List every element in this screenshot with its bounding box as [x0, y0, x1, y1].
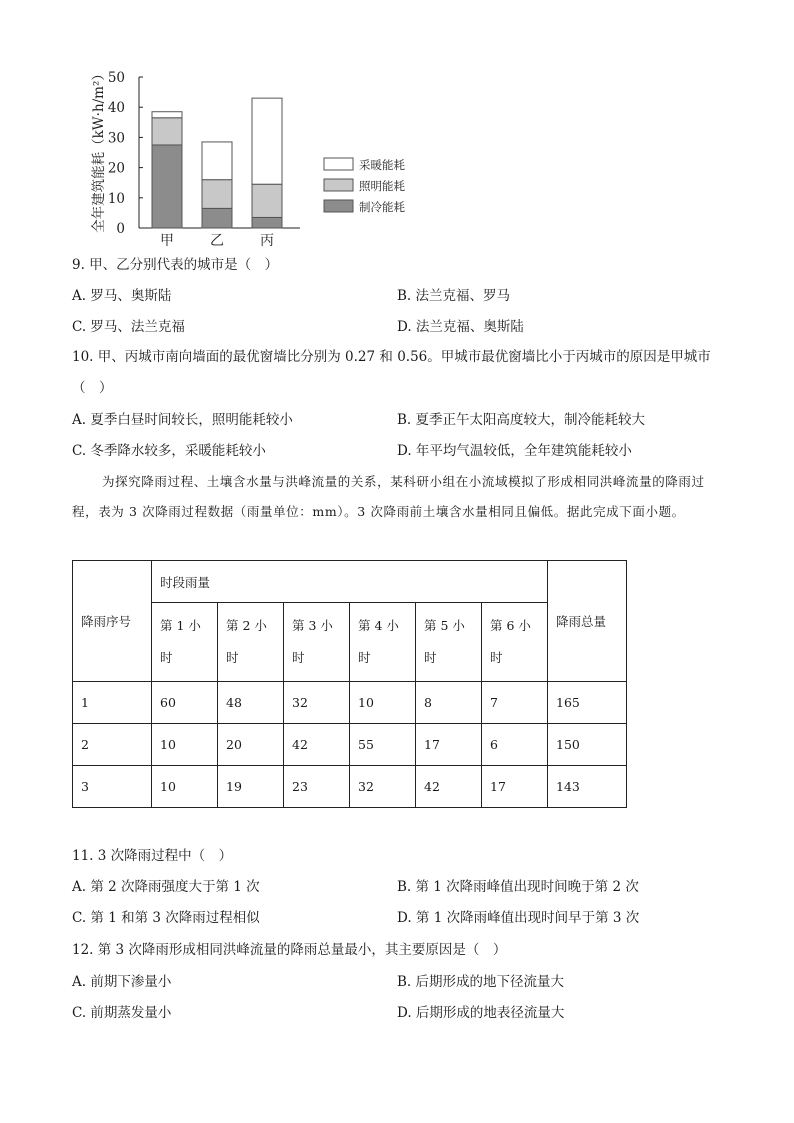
table-cell: 60	[152, 682, 218, 724]
table-cell: 42	[416, 766, 482, 808]
q9-stem: 9. 甲、乙分别代表的城市是（ ）	[72, 257, 279, 273]
hour-5-line1: 第 5 小	[424, 618, 465, 633]
header-hour-5	[416, 603, 482, 682]
bar-segment-1	[202, 208, 232, 228]
legend-label: 照明能耗	[359, 179, 405, 193]
table-cell: 32	[350, 766, 416, 808]
y-tick-label: 0	[116, 221, 125, 237]
header-total: 降雨总量	[548, 561, 627, 682]
table-cell: 3	[73, 766, 152, 808]
bar-segment-3	[202, 142, 232, 180]
q9-option-b[interactable]: B. 法兰克福、罗马	[397, 288, 511, 304]
table-cell: 2	[73, 724, 152, 766]
table-cell: 17	[482, 766, 548, 808]
rainfall-table	[72, 560, 627, 808]
header-hour-4	[350, 603, 416, 682]
bar-segment-3	[152, 112, 182, 118]
table-cell: 7	[482, 682, 548, 724]
q11-option-b[interactable]: B. 第 1 次降雨峰值出现时间晚于第 2 次	[397, 879, 639, 895]
table-cell: 42	[284, 724, 350, 766]
y-tick-label: 20	[107, 160, 125, 177]
hour-1-line1: 第 1 小	[160, 618, 201, 633]
legend-swatch	[324, 179, 353, 191]
table-cell: 32	[284, 682, 350, 724]
bar-segment-2	[252, 184, 282, 217]
x-tick-label: 乙	[210, 233, 224, 249]
table-cell: 6	[482, 724, 548, 766]
header-hour-6	[482, 603, 548, 682]
hour-2-line2: 时	[226, 650, 239, 665]
q10-option-b[interactable]: B. 夏季正午太阳高度较大，制冷能耗较大	[397, 412, 646, 428]
bar-segment-2	[202, 180, 232, 209]
header-hour-2	[218, 603, 284, 682]
legend-label: 制冷能耗	[359, 200, 405, 214]
hour-4-line2: 时	[358, 650, 371, 665]
y-tick-label: 10	[107, 190, 125, 207]
bar-segment-3	[252, 98, 282, 184]
table-cell: 10	[152, 766, 218, 808]
energy-consumption-chart	[0, 0, 794, 260]
hour-3-line1: 第 3 小	[292, 618, 333, 633]
q11-option-a[interactable]: A. 第 2 次降雨强度大于第 1 次	[72, 879, 260, 895]
q12-option-b[interactable]: B. 后期形成的地下径流量大	[397, 974, 565, 990]
hour-2-line1: 第 2 小	[226, 618, 267, 633]
hour-1-line2: 时	[160, 650, 173, 665]
header-period: 时段雨量	[152, 561, 548, 603]
table-cell: 23	[284, 766, 350, 808]
table-row	[73, 682, 627, 724]
table-cell: 1	[73, 682, 152, 724]
q10-stem: 10. 甲、丙城市南向墙面的最优窗墙比分别为 0.27 和 0.56。甲城市最优窗墙比小于丙城市的原因是甲城市	[72, 349, 711, 365]
table-header-row	[73, 561, 627, 603]
table-cell: 17	[416, 724, 482, 766]
material-intro: 为探究降雨过程、土壤含水量与洪峰流量的关系，某科研小组在小流域模拟了形成相同洪峰流量的降雨过程，表为 3 次降雨过程数据（雨量单位：mm）。3 次降雨前土壤含水量相同且偏低。据此完成下面小题。	[72, 474, 705, 519]
q11-option-c[interactable]: C. 第 1 和第 3 次降雨过程相似	[72, 910, 260, 926]
q11-stem: 11. 3 次降雨过程中（ ）	[72, 848, 233, 864]
table-row	[73, 724, 627, 766]
x-tick-label: 丙	[260, 233, 274, 249]
q9-option-a[interactable]: A. 罗马、奥斯陆	[72, 288, 172, 304]
table-cell: 143	[548, 766, 627, 808]
y-tick-label: 50	[107, 70, 125, 86]
q12-stem: 12. 第 3 次降雨形成相同洪峰流量的降雨总量最小，其主要原因是（ ）	[72, 942, 507, 958]
hour-6-line1: 第 6 小	[490, 618, 531, 633]
bar-segment-2	[152, 118, 182, 145]
table-hours-row	[73, 603, 627, 682]
bar-segment-1	[252, 217, 282, 228]
header-hour-1	[152, 603, 218, 682]
hour-3-line2: 时	[292, 650, 305, 665]
y-tick-label: 40	[107, 100, 125, 117]
table-cell: 150	[548, 724, 627, 766]
table-cell: 10	[152, 724, 218, 766]
q10-option-a[interactable]: A. 夏季白昼时间较长，照明能耗较小	[72, 412, 293, 428]
x-tick-label: 甲	[160, 233, 174, 249]
q12-option-a[interactable]: A. 前期下渗量小	[72, 974, 172, 990]
hour-5-line2: 时	[424, 650, 437, 665]
table-cell: 20	[218, 724, 284, 766]
y-axis-label: 全年建筑能耗（kW·h/m²）	[91, 67, 107, 233]
table-cell: 10	[350, 682, 416, 724]
q10-option-c[interactable]: C. 冬季降水较多，采暖能耗较小	[72, 443, 266, 459]
table-cell: 165	[548, 682, 627, 724]
table-cell: 8	[416, 682, 482, 724]
q11-option-d[interactable]: D. 第 1 次降雨峰值出现时间早于第 3 次	[397, 910, 640, 926]
table-cell: 55	[350, 724, 416, 766]
q12-option-d[interactable]: D. 后期形成的地表径流量大	[397, 1005, 565, 1021]
table-cell: 48	[218, 682, 284, 724]
table-row	[73, 766, 627, 808]
hour-4-line1: 第 4 小	[358, 618, 399, 633]
y-tick-label: 30	[107, 130, 125, 147]
legend-swatch	[324, 200, 353, 212]
header-hour-3	[284, 603, 350, 682]
q9-option-c[interactable]: C. 罗马、法兰克福	[72, 319, 185, 335]
q12-option-c[interactable]: C. 前期蒸发量小	[72, 1005, 172, 1021]
header-seq: 降雨序号	[73, 561, 152, 682]
table-cell: 19	[218, 766, 284, 808]
q9-option-d[interactable]: D. 法兰克福、奥斯陆	[397, 319, 524, 335]
hour-6-line2: 时	[490, 650, 503, 665]
q10-stem-paren: （ ）	[72, 380, 113, 396]
legend-label: 采暖能耗	[359, 158, 405, 172]
q10-option-d[interactable]: D. 年平均气温较低，全年建筑能耗较小	[397, 443, 632, 459]
bar-segment-1	[152, 145, 182, 228]
legend-swatch	[324, 158, 353, 170]
